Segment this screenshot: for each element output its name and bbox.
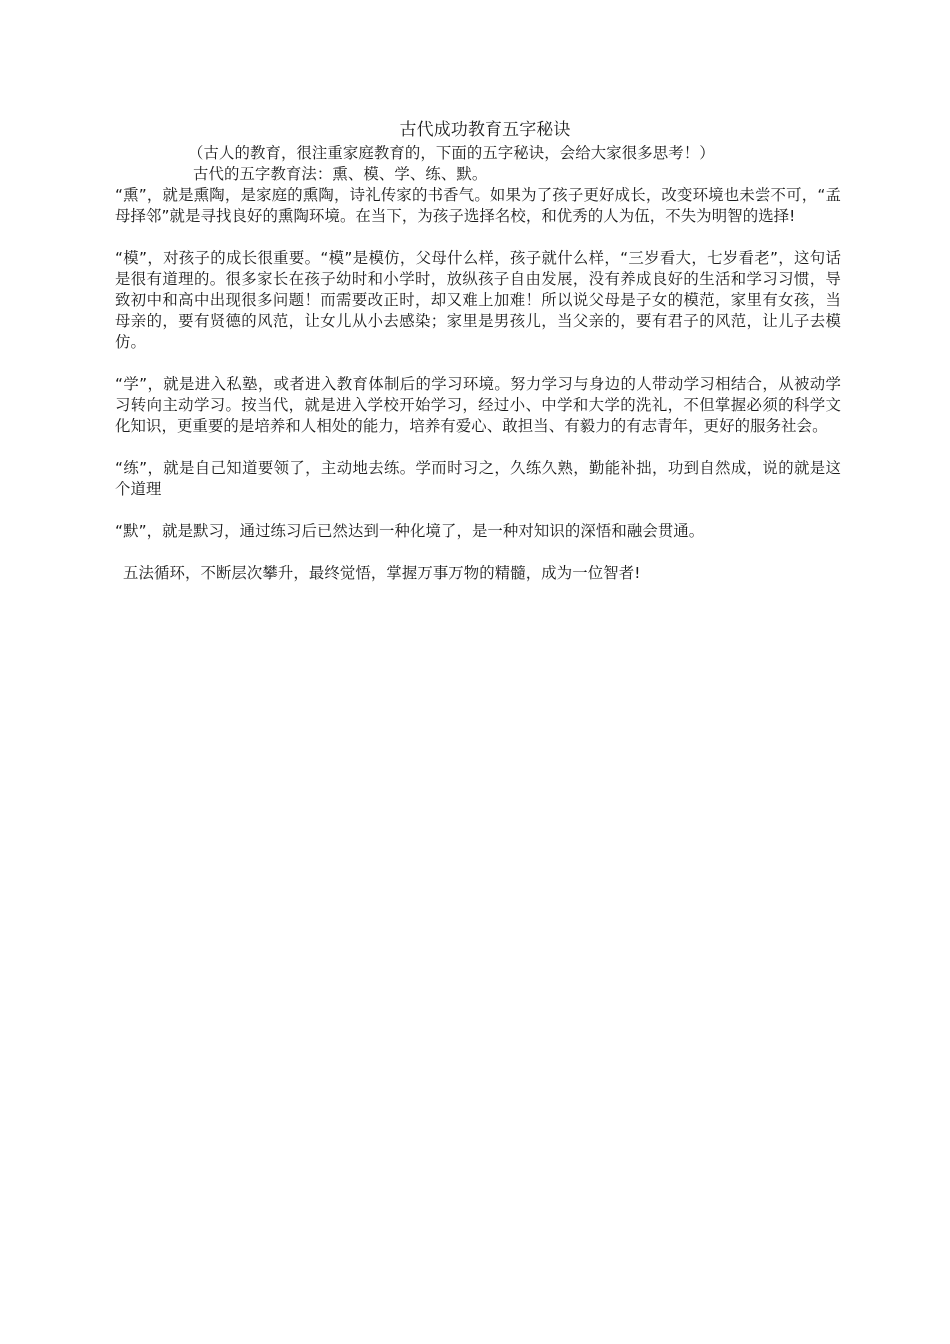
document-body bbox=[115, 118, 841, 584]
paragraph-conclusion: 五法循环，不断层次攀升，最终觉悟，掌握万事万物的精髓，成为一位智者! bbox=[123, 564, 641, 582]
document-title: 古代成功教育五字秘诀 bbox=[399, 120, 571, 140]
document-subtitle: （古人的教育，很注重家庭教育的，下面的五字秘诀，会给大家很多思考！） bbox=[188, 144, 715, 162]
paragraph-lian: “练”，就是自己知道要领了，主动地去练。学而时习之，久练久熟，勤能补拙，功到自然成，说的就是这个道理 bbox=[115, 459, 841, 498]
paragraph-mo-silent: “默”，就是默习，通过练习后已然达到一种化境了，是一种对知识的深悟和融会贯通。 bbox=[115, 522, 705, 540]
paragraph-xue: “学”，就是进入私塾，或者进入教育体制后的学习环境。努力学习与身边的人带动学习相结合，从被动学习转向主动学习。按当代，就是进入学校开始学习，经过小、中学和大学的洗礼，不但掌握必须的科学文化知识，更重要的是培养和人相处的能力，培养有爱心、敢担当、有毅力的有志青年，更好的服务社会。 bbox=[115, 375, 841, 435]
paragraph-mo: “模”，对孩子的成长很重要。“模”是模仿，父母什么样，孩子就什么样，“三岁看大，七岁看老”，这句话是很有道理的。很多家长在孩子幼时和小学时，放纵孩子自由发展，没有养成良好的生活和学习习惯，导致初中和高中出现很多问题！而需要改正时，却又难上加难！所以说父母是子女的模范，家里有女孩，当母亲的，要有贤德的风范，让女儿从小去感染；家里是男孩儿，当父亲的，要有君子的风范，让儿子去模仿。 bbox=[115, 249, 841, 351]
paragraph-xun: “熏”，就是熏陶，是家庭的熏陶，诗礼传家的书香气。如果为了孩子更好成长，改变环境也未尝不可，“孟母择邻”就是寻找良好的熏陶环境。在当下，为孩子选择名校，和优秀的人为伍，不失为明智的选择! bbox=[115, 186, 841, 225]
five-methods-line: 古代的五字教育法：熏、模、学、练、默。 bbox=[193, 165, 488, 183]
